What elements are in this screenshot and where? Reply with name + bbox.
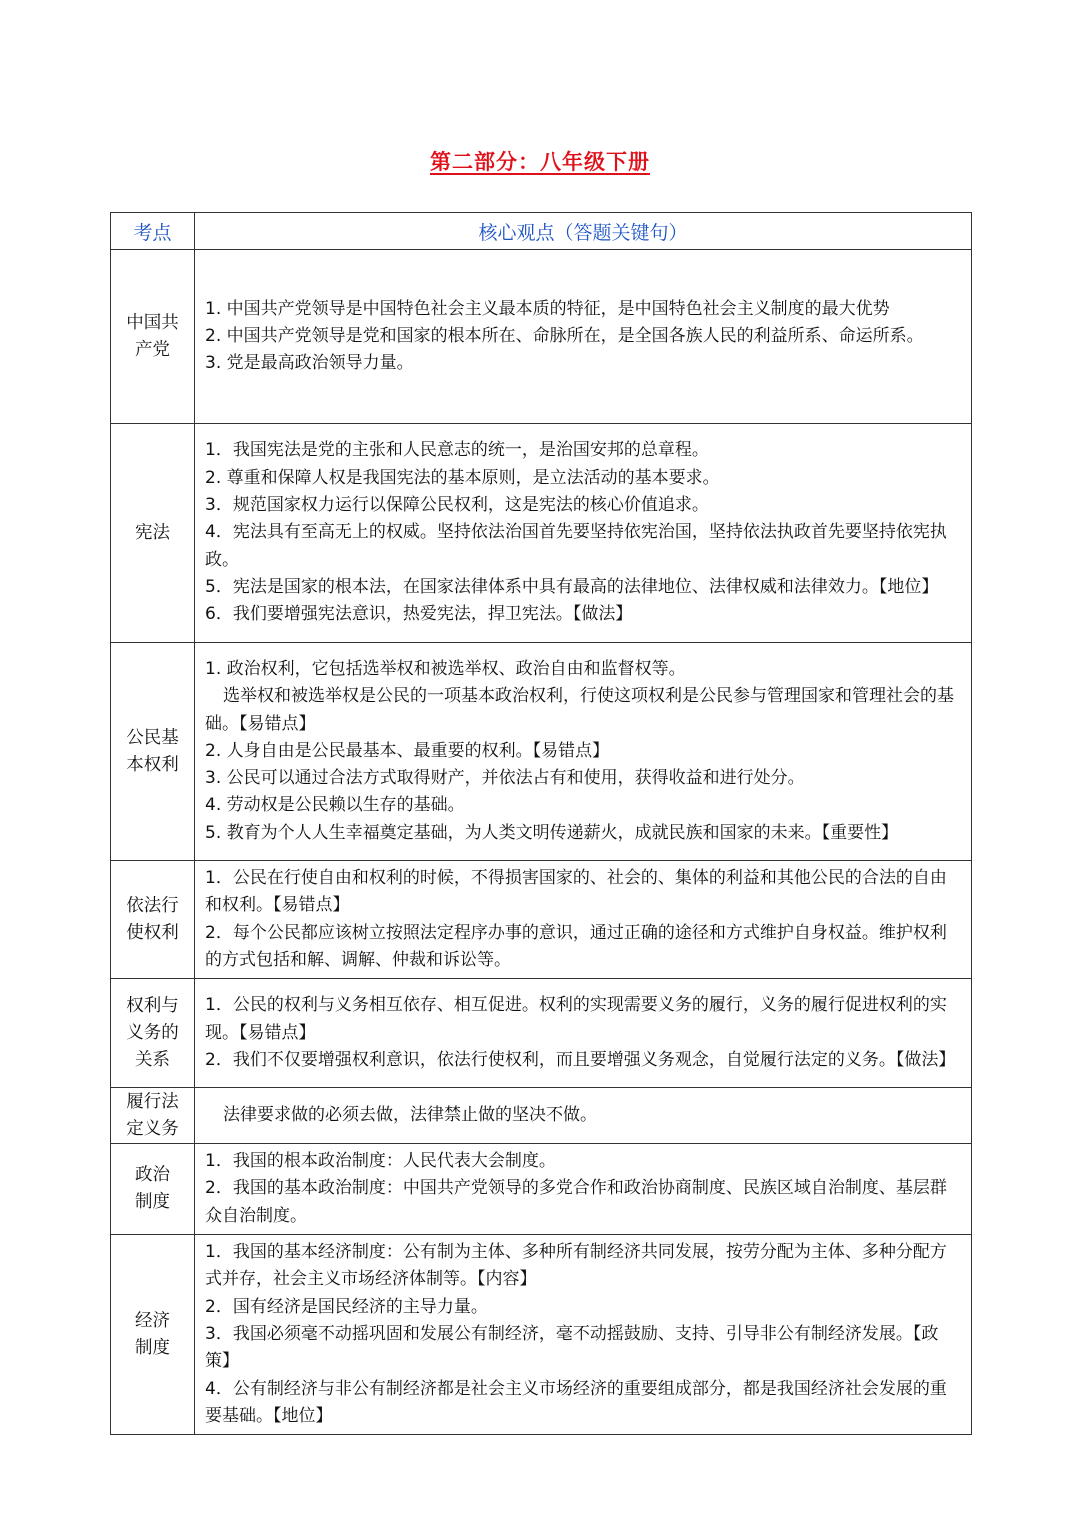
table-header-row [111,213,972,250]
table-row [111,250,972,424]
point-line: 1．公民在行使自由和权利的时候，不得损害国家的、社会的、集体的利益和其他公民的合法的自由和权利。【易错点】 [205,868,947,916]
topic-cell [111,861,195,979]
content-cell [195,861,972,979]
point-line: 4．公有制经济与非公有制经济都是社会主义市场经济的重要组成部分，都是我国经济社会发展的重要基础。【地位】 [205,1378,947,1426]
point-line: 2．国有经济是国民经济的主导力量。 [205,1296,488,1317]
table-row [111,1235,972,1435]
content-cell [195,1088,972,1144]
topic-cell [111,1235,195,1435]
topic-cell [111,1144,195,1235]
topic-label: 履行法定义务 [126,1091,179,1139]
point-line: 2. 人身自由是公民最基本、最重要的权利。【易错点】 [205,740,610,761]
topic-label: 中国共产党 [126,312,179,360]
content-cell [195,424,972,643]
content-cell [195,1235,972,1435]
point-line: 3．我国必须毫不动摇巩固和发展公有制经济，毫不动摇鼓励、支持、引导非公有制经济发展。【政策】 [205,1323,939,1372]
table-row [111,643,972,861]
content-cell [195,643,972,861]
point-line: 3．规范国家权力运行以保障公民权利，这是宪法的核心价值追求。 [205,495,709,516]
point-line: 2．每个公民都应该树立按照法定程序办事的意识，通过正确的途径和方式维护自身权益。维护权利的方式包括和解、调解、仲裁和诉讼等。 [205,922,947,970]
content-cell [195,1144,972,1235]
table-row [111,1144,972,1235]
topic-label: 经济制度 [135,1310,170,1358]
point-line: 1．我国的根本政治制度：人民代表大会制度。 [205,1151,556,1172]
point-line: 5．宪法是国家的根本法，在国家法律体系中具有最高的法律地位、法律权威和法律效力。【地位】 [205,576,939,597]
table-row [111,1088,972,1144]
point-line: 1. 政治权利，它包括选举权和被选举权、政治自由和监督权等。 [205,658,686,679]
topic-cell [111,250,195,424]
table-row [111,979,972,1088]
point-line: 5. 教育为个人人生幸福奠定基础，为人类文明传递薪火，成就民族和国家的未来。【重要性】 [205,822,899,843]
point-line: 2．我国的基本政治制度：中国共产党领导的多党合作和政治协商制度、民族区域自治制度、基层群众自治制度。 [205,1178,947,1226]
point-line: 2. 尊重和保障人权是我国宪法的基本原则，是立法活动的基本要求。 [205,467,720,488]
key-points-table [110,212,972,1435]
topic-label: 宪法 [135,522,170,543]
point-line: 3. 公民可以通过合法方式取得财产，并依法占有和使用，获得收益和进行处分。 [205,768,805,789]
content-cell [195,250,972,424]
point-line: 法律要求做的必须去做，法律禁止做的坚决不做。 [223,1105,597,1126]
topic-label: 权利与义务的关系 [126,995,179,1070]
point-line: 1．我国宪法是党的主张和人民意志的统一，是治国安邦的总章程。 [205,440,709,461]
point-line: 2．我们不仅要增强权利意识，依法行使权利，而且要增强义务观念，自觉履行法定的义务。【做法】 [205,1049,956,1070]
topic-cell [111,424,195,643]
header-content: 核心观点（答题关键句） [195,213,972,250]
point-line: 4. 劳动权是公民赖以生存的基础。 [205,795,465,816]
table-row [111,861,972,979]
content-cell [195,979,972,1088]
point-line: 1．我国的基本经济制度：公有制为主体、多种所有制经济共同发展，按劳分配为主体、多种分配方式并存，社会主义市场经济体制等。【内容】 [205,1242,947,1290]
topic-label: 政治制度 [135,1165,170,1213]
point-line: 4．宪法具有至高无上的权威。坚持依法治国首先要坚持依宪治国，坚持依法执政首先要坚持依宪执政。 [205,522,947,570]
point-line: 1. 中国共产党领导是中国特色社会主义最本质的特征，是中国特色社会主义制度的最大优势 [205,298,890,319]
point-line: 3. 党是最高政治领导力量。 [205,353,414,374]
page-title: 第二部分：八年级下册 [430,150,650,174]
header-topic: 考点 [111,213,195,250]
topic-label: 公民基本权利 [126,727,179,775]
table-row [111,424,972,643]
topic-label: 依法行使权利 [126,895,179,943]
point-line: 6．我们要增强宪法意识，热爱宪法，捍卫宪法。【做法】 [205,604,633,625]
topic-cell [111,643,195,861]
topic-cell [111,1088,195,1144]
point-line: 2. 中国共产党领导是党和国家的根本所在、命脉所在，是全国各族人民的利益所系、命运所系。 [205,325,924,346]
point-line: 1．公民的权利与义务相互依存、相互促进。权利的实现需要义务的履行，义务的履行促进权利的实现。【易错点】 [205,995,947,1043]
point-line: 选举权和被选举权是公民的一项基本政治权利，行使这项权利是公民参与管理国家和管理社会的基础。【易错点】 [205,686,954,734]
topic-cell [111,979,195,1088]
